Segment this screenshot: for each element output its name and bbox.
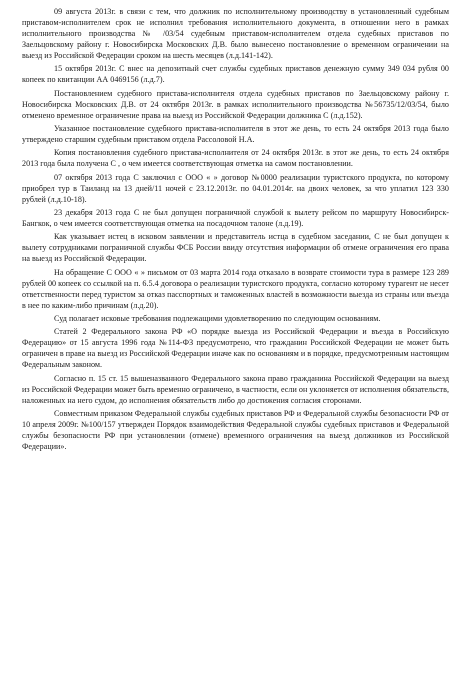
paragraph-7: 23 декабря 2013 года С не был допущен пограничной службой к вылету рейсом по маршруту Новосибирск-Бангкок, о чем имеется соответствующая отметка на посадочном талоне (л.д.19). xyxy=(22,207,449,228)
paragraph-13: Совместным приказом Федеральной службы судебных приставов РФ и Федеральной службы безопасности РФ от 10 апреля 2009г. №100/157 утвержден Порядок взаимодействия Федеральной службы судебных приставов и Федеральной службы безопасности РФ при установлении (отмене) временного ограничения на выезд должников из Российской Федерации». xyxy=(22,408,449,451)
paragraph-11: Статей 2 Федерального закона РФ «О порядке выезда из Российской Федерации и въезда в Российскую Федерацию» от 15 августа 1996 года №114-ФЗ предусмотрено, что гражданин Российской Федерации не может быть ограничен в праве на выезд из Российской Федерации иначе как по основаниям и в порядке, предусмотренным настоящим Федеральным законом. xyxy=(22,327,449,370)
paragraph-6: 07 октября 2013 года С заключил с ООО « » договор №0000 реализации туристского продукта, по которому приобрел тур в Таиланд на 13 дней/11 ночей с 23.12.2013г. по 04.01.2014г. на двоих человек, за что уплатил 123 330 рублей (л.д.10-18). xyxy=(22,172,449,204)
paragraph-2: 15 октября 2013г. С внес на депозитный счет службы судебных приставов денежную сумму 349 034 рубля 00 копеек по квитанции АА 0469156 (л.д.7). xyxy=(22,64,449,85)
paragraph-12: Согласно п. 15 ст. 15 вышеназванного Федерального закона право гражданина Российской Федерации на выезд из Российской Федерации может быть временно ограничено, в частности, если он уклоняется от исполнения обязательств, наложенных на него судом, до исполнения обязательств либо до достижения согласия сторонами. xyxy=(22,373,449,405)
paragraph-10: Суд полагает исковые требования подлежащими удовлетворению по следующим основаниям. xyxy=(54,313,381,323)
paragraph-3: Постановлением судебного пристава-исполнителя отдела судебных приставов по Заельцовскому району г. Новосибирска Московских Д.В. от 24 октября 2013г. в рамках исполнительного производства №56735/12/03/54, было отменено временное ограничение права на выезд из Российской Федерации должника С (л.д.152). xyxy=(22,88,449,120)
paragraph-4: Указанное постановление судебного пристава-исполнителя в этот же день, то есть 24 октября 2013 года было утверждено старшим судебным приставом отдела Рассоловой Н.А. xyxy=(22,124,449,145)
paragraph-5: Копия постановления судебного пристава-исполнителя от 24 октября 2013г. в этот же день, то есть 24 октября 2013 года была получена С , о чем имеется соответствующая отметка на самом постановлении. xyxy=(22,148,449,169)
paragraph-9: На обращение С ООО « » письмом от 03 марта 2014 года отказало в возврате стоимости тура в размере 123 289 рублей 00 копеек со ссылкой на п. 6.5.4 договора о реализации туристского продукта, согласно которому турагент не несет ответственности перед туристом за отказ пасспортных и таможенных властей в возможности выезда из страны или въезда в нее по каким-либо причинам (л.д.20). xyxy=(22,267,449,310)
paragraph-1: 09 августа 2013г. в связи с тем, что должник по исполнительному производству в установленный судебным приставом-исполнителем срок не исполнил требования исполнительного документа, в отношении него в рамках исполнительного производства № /03/54 судебным приставом-исполнителем отдела судебных приставов по Заельцовскому району г. Новосибирска Московских Д.В. было вынесено постановление о временном ограничении на выезд из Российской Федерации сроком на шесть месяцев (л.д.141-142). xyxy=(22,7,449,61)
paragraph-8: Как указывает истец в исковом заявлении и представитель истца в судебном заседании, С не был допущен к вылету сотрудниками пограничной службы ФСБ России ввиду отсутствия информации об отмене ограничения его права на выезд из Российской Федерации. xyxy=(22,232,449,264)
